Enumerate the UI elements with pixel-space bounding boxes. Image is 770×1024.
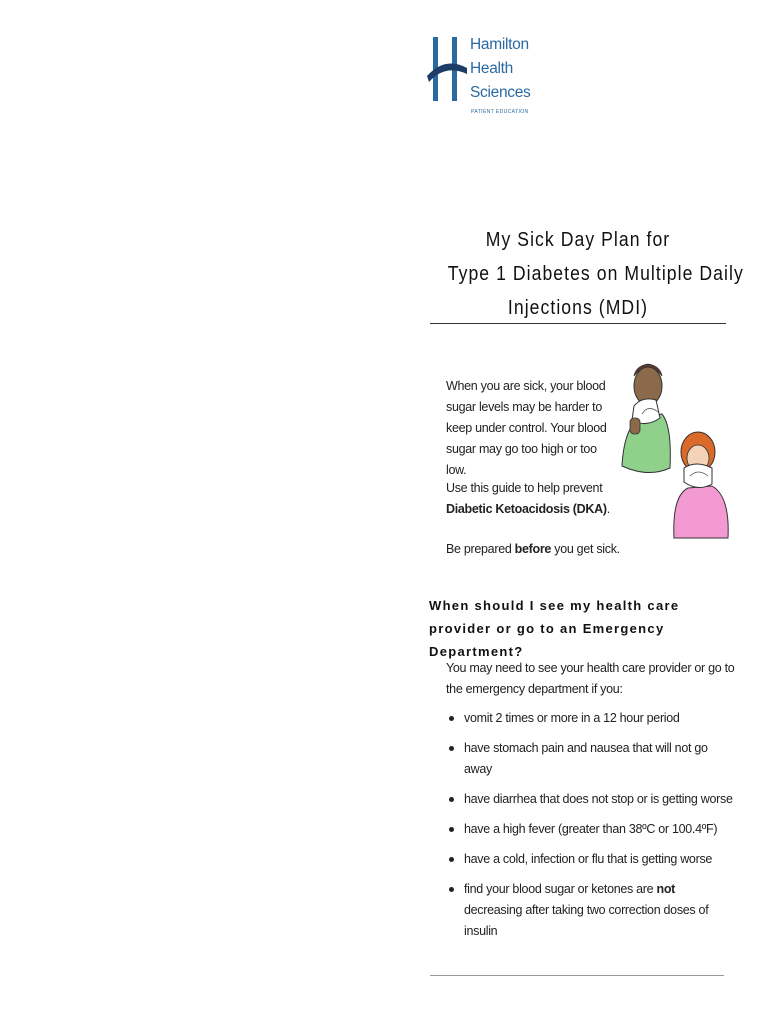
document-title <box>447 223 744 325</box>
bullet-icon <box>449 797 454 802</box>
hamilton-health-sciences-logo <box>426 34 536 120</box>
bullet-icon <box>449 827 454 832</box>
list-item <box>446 849 736 870</box>
logo-tagline: PATIENT EDUCATION <box>471 109 529 115</box>
list-item <box>446 708 736 729</box>
prepared-text-before: Be prepared <box>446 542 515 556</box>
list-item <box>446 819 736 840</box>
sick-people-illustration <box>612 356 734 542</box>
section-heading: When should I see my health care provider or go to an Emergency Department? <box>429 598 680 659</box>
guide-text-after: . <box>606 502 610 516</box>
title-divider <box>430 323 726 324</box>
logo-line-3: Sciences <box>470 84 531 101</box>
title-line-2: Type 1 Diabetes on Multiple Daily <box>447 263 744 285</box>
list-item-text-before: find your blood sugar or ketones are <box>464 882 657 896</box>
section-lead: You may need to see your health care provider or go to the emergency department if you: <box>446 661 735 696</box>
list-item <box>446 879 736 942</box>
list-item-text-after: decreasing after taking two correction doses of insulin <box>464 903 709 938</box>
title-line-3: Injections (MDI) <box>507 297 649 319</box>
logo-line-1: Hamilton <box>470 36 529 53</box>
intro-paragraph: When you are sick, your blood sugar levels may be harder to keep under control. Your blood sugar may go too high or too low. <box>446 379 607 477</box>
list-item-text <box>464 882 708 938</box>
list-item-text: have diarrhea that does not stop or is getting worse <box>464 792 733 806</box>
list-item-text: have a cold, infection or flu that is getting worse <box>464 852 713 866</box>
list-item-text: have stomach pain and nausea that will not go away <box>464 741 708 776</box>
list-item <box>446 789 736 810</box>
logo-h-mark-icon <box>426 34 470 104</box>
logo-line-2: Health <box>470 60 514 77</box>
prepared-paragraph <box>446 539 646 560</box>
guide-text-before: Use this guide to help prevent <box>446 481 603 495</box>
list-item <box>446 738 736 780</box>
bullet-icon <box>449 716 454 721</box>
title-line-1: My Sick Day Plan for <box>485 229 671 251</box>
footer-divider <box>430 975 724 976</box>
symptom-list <box>446 708 736 951</box>
bullet-icon <box>449 746 454 751</box>
guide-paragraph <box>446 478 616 520</box>
sick-people-with-tissues-icon <box>612 356 734 542</box>
prepared-text-bold: before <box>514 542 552 556</box>
bullet-icon <box>449 887 454 892</box>
list-item-text-bold: not <box>656 882 676 896</box>
guide-text-bold: Diabetic Ketoacidosis (DKA) <box>446 502 607 516</box>
list-item-text: vomit 2 times or more in a 12 hour period <box>464 711 680 725</box>
list-item-text: have a high fever (greater than 38ºC or 100.4ºF) <box>464 822 718 836</box>
prepared-text-after: you get sick. <box>551 542 620 556</box>
bullet-icon <box>449 857 454 862</box>
